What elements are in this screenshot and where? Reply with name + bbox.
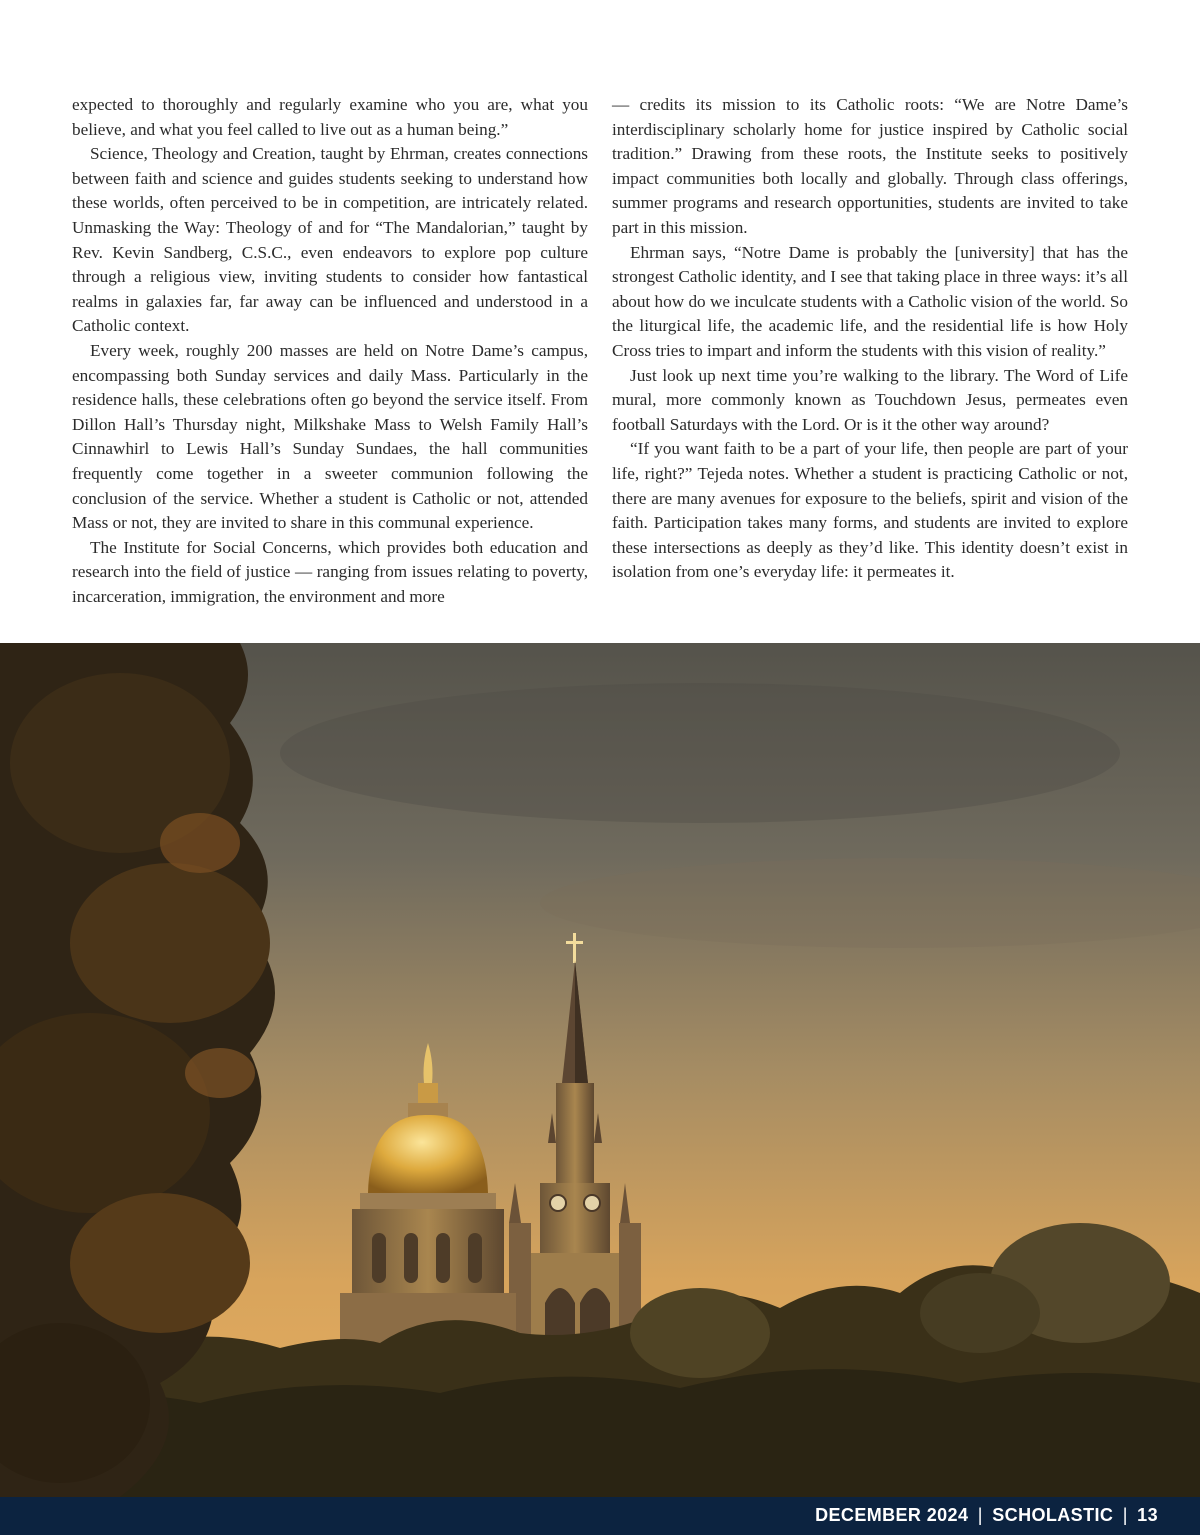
paragraph: Every week, roughly 200 masses are held on Notre Dame’s campus, encompassing both Sunday services and daily Mass. Particularly in the residence halls, these celebrations often go beyond the service itself. From Dillon Hall’s Thursday night, Milkshake Mass to Welsh Family Hall’s Cinnawhirl to Lewis Hall’s Sunday Sundaes, the hall communities frequently come together in a sweeter communion following the conclusion of the service. Whether a student is Catholic or not, attended Mass or not, they are invited to share in this communal experience. <box>72 340 588 533</box>
paragraph: “If you want faith to be a part of your life, then people are part of your life, right?” Tejeda notes. Whether a student is practicing Catholic or not, there are many avenues for exposure to the beliefs, spirit and vision of the faith. Participation takes many forms, and students are invited to explore these intersections as deeply as they’d like. This identity doesn’t exist in isolation from one’s everyday life: it permeates it. <box>612 439 1128 582</box>
paragraph: The Institute for Social Concerns, which provides both education and research into the field of justice — ranging from issues relating to poverty, incarceration, immigration, the environment and more <box>72 537 588 606</box>
page-footer <box>0 1497 1200 1535</box>
paragraph: expected to thoroughly and regularly examine who you are, what you believe, and what you feel called to live out as a human being.” <box>72 95 588 139</box>
issue-date: DECEMBER 2024 <box>815 1505 969 1525</box>
footer-separator: | <box>1122 1505 1128 1525</box>
photo-illustration <box>0 643 1200 1497</box>
article-column-right <box>612 93 1128 585</box>
paragraph: Science, Theology and Creation, taught by Ehrman, creates connections between faith and science and guides students seeking to understand how these worlds, often perceived to be in competition, are intricately related. Unmasking the Way: Theology of and for “The Mandalorian,” taught by Rev. Kevin Sandberg, C.S.C., even endeavors to explore pop culture through a religious view, inviting students to consider how fantastical realms in galaxies far, far away can be influenced and understood in a Catholic context. <box>72 144 588 336</box>
article-body <box>72 93 1128 633</box>
page-number: 13 <box>1137 1505 1158 1525</box>
footer-separator: | <box>977 1505 983 1525</box>
footer-label <box>815 1505 1158 1526</box>
campus-sunset-photo <box>0 643 1200 1497</box>
article-column-left <box>72 93 588 609</box>
paragraph: Ehrman says, “Notre Dame is probably the [university] that has the strongest Catholic identity, and I see that taking place in three ways: it’s all about how do we inculcate students with a Catholic vision of the world. So the liturgical life, the academic life, and the residential life is how Holy Cross tries to impart and inform the students with this vision of reality.” <box>612 242 1128 360</box>
paragraph: — credits its mission to its Catholic roots: “We are Notre Dame’s interdisciplinary scholarly home for justice inspired by Catholic social tradition.” Drawing from these roots, the Institute seeks to positively impact communities both locally and globally. Through class offerings, summer programs and research opportunities, students are invited to take part in this mission. <box>612 95 1128 237</box>
paragraph: Just look up next time you’re walking to the library. The Word of Life mural, more commonly known as Touchdown Jesus, permeates even football Saturdays with the Lord. Or is it the other way around? <box>612 365 1128 434</box>
publication-name: SCHOLASTIC <box>992 1505 1114 1525</box>
